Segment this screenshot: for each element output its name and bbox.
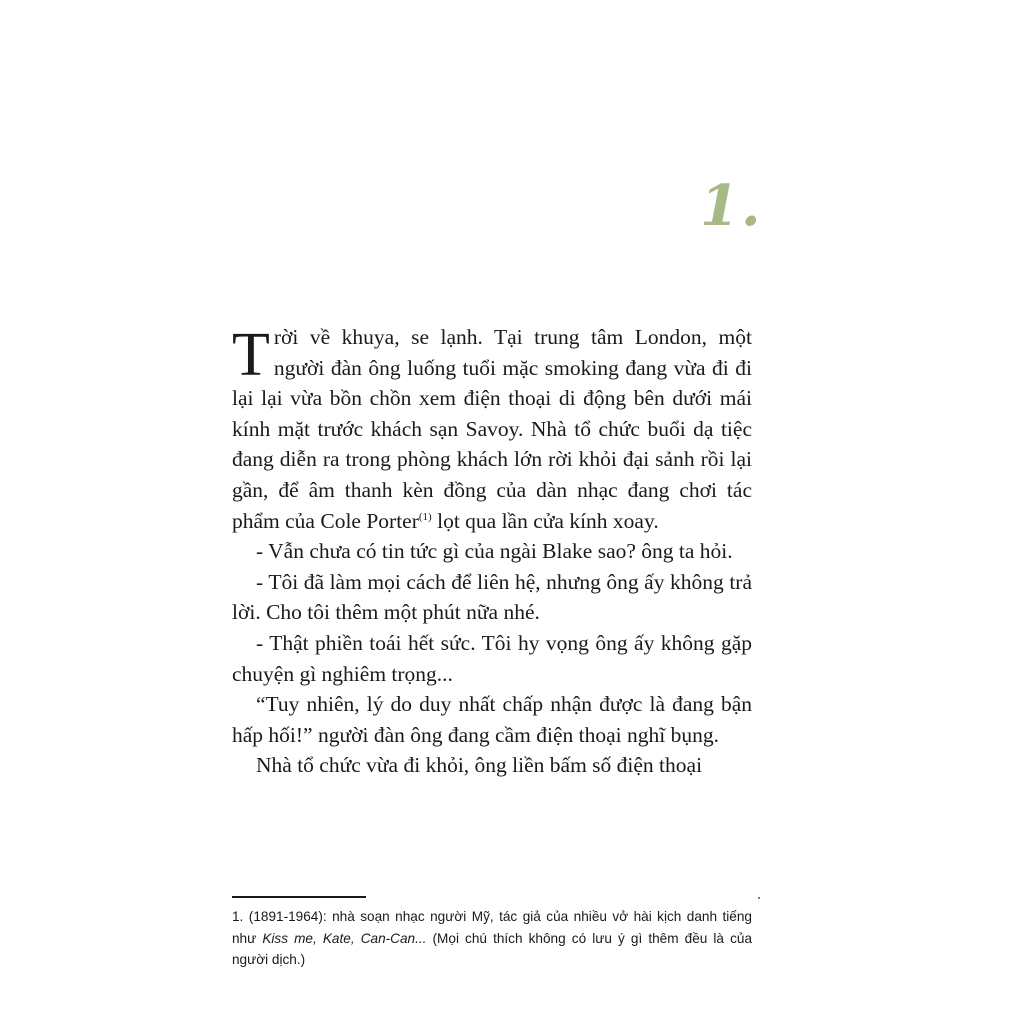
paragraph-2: - Vẫn chưa có tin tức gì của ngài Blake sao? ông ta hỏi.: [256, 539, 733, 564]
drop-cap: T: [232, 321, 270, 389]
scan-speck: [758, 897, 760, 899]
paragraph-5: “Tuy nhiên, lý do duy nhất chấp nhận được là đang bận hấp hối!” người đàn ông đang cầm điện thoại nghĩ bụng.: [232, 692, 752, 747]
chapter-body: [232, 322, 752, 781]
paragraph-3: - Tôi đã làm mọi cách để liên hệ, nhưng ông ấy không trả lời. Cho tôi thêm một phút nữa nhé.: [232, 569, 752, 625]
footnote-reference: (1): [418, 510, 432, 523]
footnote: [232, 906, 752, 971]
chapter-number: 1.: [700, 173, 763, 239]
footnote-italic-titles: Kiss me, Kate, Can-Can...: [262, 930, 427, 946]
paragraph-6: Nhà tổ chức vừa đi khỏi, ông liền bấm số điện thoại: [256, 753, 703, 778]
paragraph-1: [232, 322, 752, 536]
footnote-text-2: (Mọi chú thích không có lưu ý gì thêm đều là của người dịch.): [232, 930, 753, 967]
footnote-divider: [232, 896, 366, 898]
paragraph-4: - Thật phiền toái hết sức. Tôi hy vọng ông ấy không gặp chuyện gì nghiêm trọng...: [232, 630, 752, 686]
paragraph-1-text: rời về khuya, se lạnh. Tại trung tâm London, một người đàn ông luống tuổi mặc smoking đang vừa đi đi lại lại vừa bồn chồn xem điện thoại di động bên dưới mái kính mặt trước khách sạn Savoy. Nhà tổ chức buổi dạ tiệc đang diễn ra trong phòng khách lớn rời khỏi đại sảnh rồi lại gần, để âm thanh kèn đồng của dàn nhạc đang chơi tác phẩm của Cole Porter: [232, 325, 752, 533]
footnote-text-1: 1. (1891-1964): nhà soạn nhạc người Mỹ, tác giả của nhiều vở hài kịch danh tiếng như: [232, 909, 752, 946]
paragraph-1-end: lọt qua lần cửa kính xoay.: [431, 508, 659, 533]
